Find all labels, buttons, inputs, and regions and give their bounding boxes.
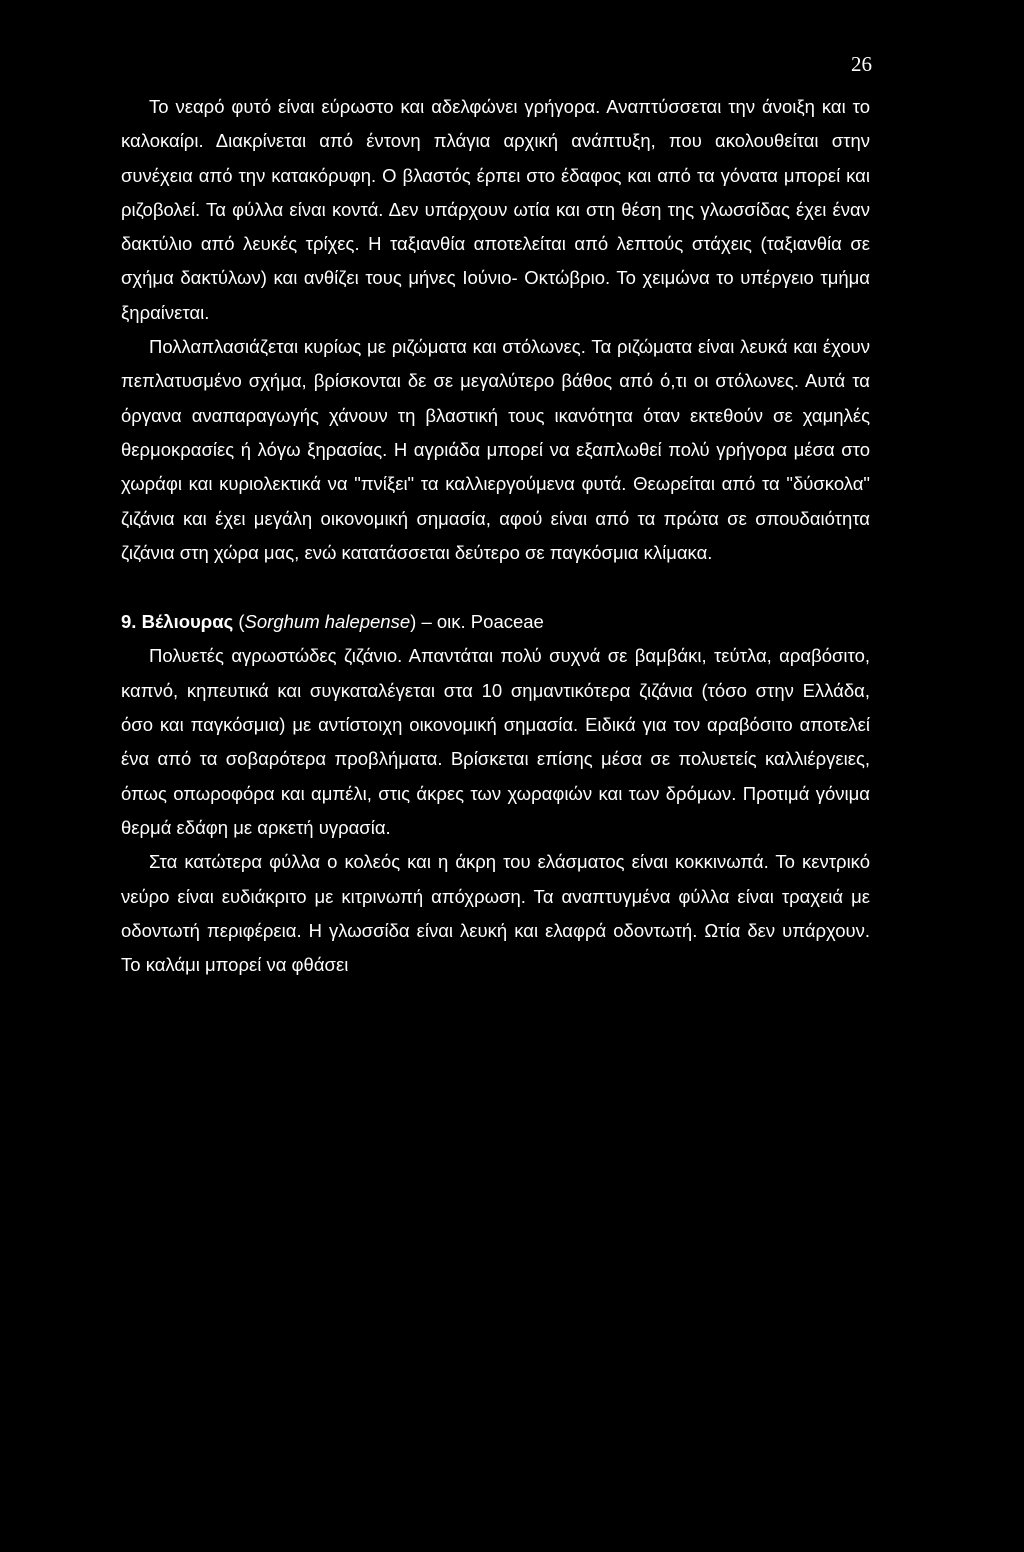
section-common-name: Βέλιουρας [141,611,234,633]
section-family: – οικ. Poaceae [416,611,544,633]
section-number: 9. [121,611,137,633]
section-scientific-name: Sorghum halepense [244,611,411,633]
page-body [121,90,870,982]
section-heading [121,605,870,639]
close-paren: ) [410,611,417,633]
page-number: 26 [851,52,872,76]
paragraph-propagation: Πολλαπλασιάζεται κυρίως με ριζώματα και στόλωνες. Τα ριζώματα είναι λευκά και έχουν πεπλατυσμένο σχήμα, βρίσκονται δε σε μεγαλύτερο βάθος από ό,τι οι στόλωνες. Αυτά τα όργανα αναπαραγωγής χάνουν τη βλαστική τους ικανότητα όταν εκτεθούν σε χαμηλές θερμοκρασίες ή λόγω ξηρασίας. Η αγριάδα μπορεί να εξαπλωθεί πολύ γρήγορα μέσα στο χωράφι και κυριολεκτικά να "πνίξει" τα καλλιεργούμενα φυτά. Θεωρείται από τα "δύσκολα" ζιζάνια και έχει μεγάλη οικονομική σημασία, αφού είναι από τα πρώτα σε σπουδαιότητα ζιζάνια στη χώρα μας, ενώ κατατάσσεται δεύτερο σε παγκόσμια κλίμακα. [121,336,870,563]
paragraph-description: Το νεαρό φυτό είναι εύρωστο και αδελφώνει γρήγορα. Αναπτύσσεται την άνοιξη και το καλοκαίρι. Διακρίνεται από έντονη πλάγια αρχική ανάπτυξη, που ακολουθείται στην συνέχεια από την κατακόρυφη. Ο βλαστός έρπει στο έδαφος και από τα γόνατα μπορεί και ριζοβολεί. Τα φύλλα είναι κοντά. Δεν υπάρχουν ωτία και στη θέση της γλωσσίδας έχει έναν δακτύλιο από λευκές τρίχες. Η ταξιανθία αποτελείται από λεπτούς στάχεις (ταξιανθία σε σχήμα δακτύλων) και ανθίζει τους μήνες Ιούνιο- Οκτώβριο. Το χειμώνα το υπέργειο τμήμα ξηραίνεται. [121,96,870,323]
paragraph-distribution: Πολυετές αγρωστώδες ζιζάνιο. Απαντάται πολύ συχνά σε βαμβάκι, τεύτλα, αραβόσιτο, καπνό, κηπευτικά και συγκαταλέγεται στα 10 σημαντικότερα ζιζάνια (τόσο στην Ελλάδα, όσο και παγκόσμια) με αντίστοιχη οικονομική σημασία. Ειδικά για τον αραβόσιτο αποτελεί ένα από τα σοβαρότερα προβλήματα. Βρίσκεται επίσης μέσα σε πολυετείς καλλιέργειες, όπως οπωροφόρα και αμπέλι, στις άκρες των χωραφιών και των δρόμων. Προτιμά γόνιμα θερμά εδάφη με αρκετή υγρασία. [121,645,870,838]
paragraph-morphology: Στα κατώτερα φύλλα ο κολεός και η άκρη του ελάσματος είναι κοκκινωπά. Το κεντρικό νεύρο είναι ευδιάκριτο με κιτρινωπή απόχρωση. Τα αναπτυγμένα φύλλα είναι τραχειά με οδοντωτή περιφέρεια. Η γλωσσίδα είναι λευκή και ελαφρά οδοντωτή. Ωτία δεν υπάρχουν. Το καλάμι μπορεί να φθάσει [121,851,870,976]
open-paren: ( [233,611,245,633]
